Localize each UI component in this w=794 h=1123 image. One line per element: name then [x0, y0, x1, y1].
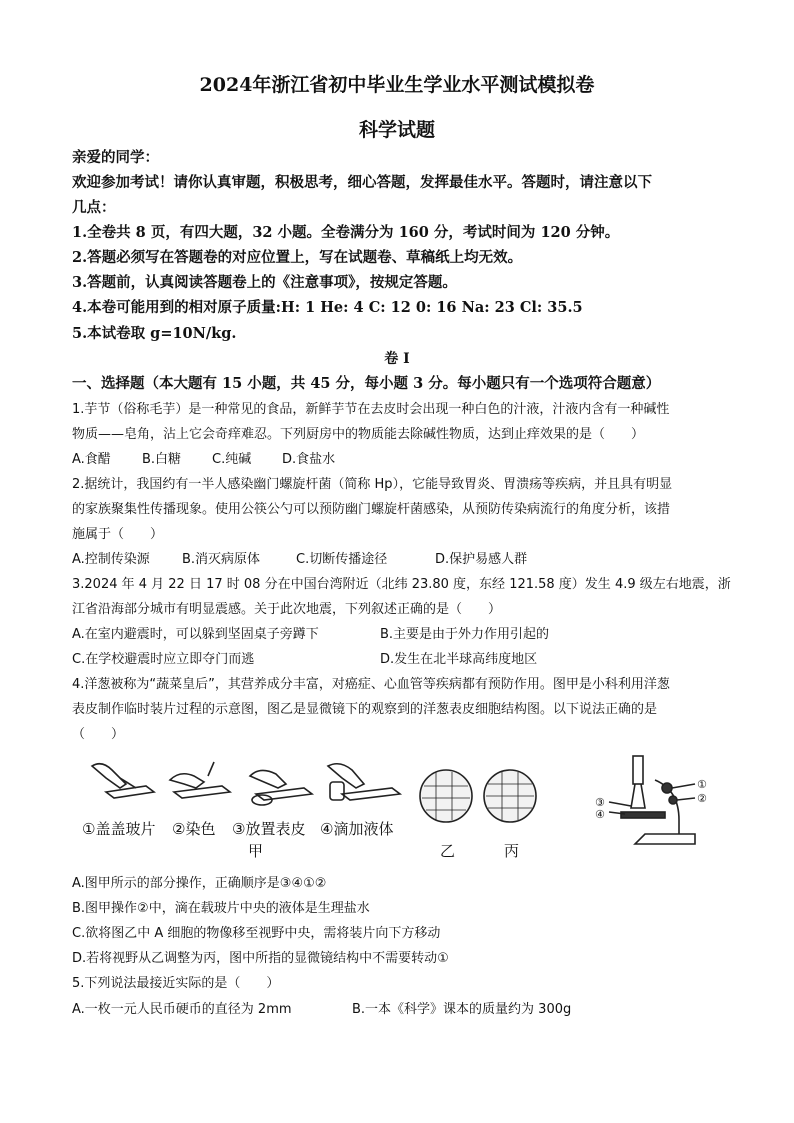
step-caption-1: ①盖盖玻片 [82, 820, 156, 838]
coarse-focus-knob [662, 783, 672, 793]
q2-option-b: B.消灭病原体 [182, 552, 261, 567]
microscope-views [418, 768, 538, 828]
note-3: 3.答题前，认真阅读答题卷上的《注意事项》，按规定答题。 [72, 274, 457, 291]
welcome-line-2: 几点： [72, 199, 116, 216]
slide-icon [256, 788, 312, 800]
q1-option-b: B.白糖 [142, 452, 182, 467]
step-caption-3: ③放置表皮 [232, 820, 306, 838]
slide-preparation-illustration [80, 756, 420, 816]
fine-focus-knob [669, 796, 677, 804]
q1-option-a: A.食醋 [72, 452, 111, 467]
q4-option-b: B.图甲操作②中，滴在载玻片中央的液体是生理盐水 [72, 901, 370, 916]
q5-option-b: B.一本《科学》课本的质量约为 300g [352, 1002, 572, 1017]
q2-line-3: 施属于（ ） [72, 527, 164, 542]
q4-figure [80, 756, 730, 864]
greeting: 亲爱的同学： [72, 149, 159, 166]
slide-icon [174, 786, 230, 798]
q5-line-1: 5.下列说法最接近实际的是（ ） [72, 976, 280, 991]
figure-label-yi: 乙 [440, 842, 456, 860]
note-5: 5.本试卷取 g=10N/kg. [72, 325, 237, 342]
q3-option-c: C.在学校避震时应立即夺门而逃 [72, 652, 255, 667]
section-heading: 一、选择题（本大题有 15 小题，共 45 分，每小题 3 分。每小题只有一个选项符合题意） [72, 375, 661, 392]
q2-option-c: C.切断传播途径 [296, 552, 388, 567]
q2-line-2: 的家族聚集性传播现象。使用公筷公勺可以预防幽门螺旋杆菌感染，从预防传染病流行的角度分析，该措 [72, 502, 671, 517]
step-caption-2: ②染色 [172, 820, 216, 838]
scope-label-1: ① [697, 778, 707, 791]
hand-icon [92, 764, 126, 788]
q1-line-2: 物质——皂角，沾上它会奇痒难忍。下列厨房中的物质能去除碱性物质，达到止痒效果的是（ ） [72, 427, 645, 442]
q2-line-1: 2.据统计，我国约有一半人感染幽门螺旋杆菌（简称 Hp），它能导致胃炎、胃溃疡等疾病，并且具有明显 [72, 477, 673, 492]
page-title: 2024年浙江省初中毕业生学业水平测试模拟卷 [199, 74, 595, 96]
scope-label-4: ④ [595, 808, 605, 821]
microscope-illustration [595, 750, 725, 858]
q3-line-2: 江省沿海部分城市有明显震感。关于此次地震，下列叙述正确的是（ ） [72, 602, 502, 617]
slide-icon [342, 788, 400, 800]
q2-option-a: A.控制传染源 [72, 552, 150, 567]
note-1: 1.全卷共 8 页，有四大题，32 小题。全卷满分为 160 分，考试时间为 120 分钟。 [72, 224, 620, 241]
q4-line-2: 表皮制作临时装片过程的示意图，图乙是显微镜下的观察到的洋葱表皮细胞结构图。以下说法正确的是 [72, 702, 658, 717]
q1-option-c: C.纯碱 [212, 452, 252, 467]
hand-icon [328, 764, 364, 788]
page-subtitle: 科学试题 [358, 119, 435, 141]
figure-label-bing: 丙 [504, 842, 520, 860]
scope-label-2: ② [697, 792, 707, 805]
q2-option-d: D.保护易感人群 [435, 552, 528, 567]
slide-icon [106, 786, 154, 798]
q4-option-c: C.欲将图乙中 A 细胞的物像移至视野中央，需将装片向下方移动 [72, 926, 441, 941]
q3-option-d: D.发生在北半球高纬度地区 [380, 652, 538, 667]
scope-label-3: ③ [595, 796, 605, 809]
note-4: 4.本卷可能用到的相对原子质量:H: 1 He: 4 C: 12 0: 16 Na: 23 Cl: 35.5 [72, 299, 583, 316]
view-yi-circle [420, 770, 472, 822]
hand-icon [170, 774, 204, 788]
hand-icon [250, 770, 286, 788]
q4-option-d: D.若将视野从乙调整为丙，图中所指的显微镜结构中不需要转动① [72, 951, 449, 966]
q4-line-3: （ ） [72, 727, 125, 742]
volume-label: 卷 I [384, 351, 410, 367]
q4-line-1: 4.洋葱被称为“蔬菜皇后”，其营养成分丰富，对癌症、心血管等疾病都有预防作用。图甲是小科利用洋葱 [72, 677, 670, 692]
welcome-line-1: 欢迎参加考试！请你认真审题，积极思考，细心答题，发挥最佳水平。答题时，请注意以下 [72, 174, 652, 191]
q5-option-a: A.一枚一元人民币硬币的直径为 2mm [72, 1002, 292, 1017]
dropper-bottle-icon [330, 782, 344, 800]
step-caption-4: ④滴加液体 [320, 820, 394, 838]
q1-line-1: 1.芋节（俗称毛芋）是一种常见的食品，新鲜芋节在去皮时会出现一种白色的汁液，汁液内含有一种碱性 [72, 402, 670, 417]
q4-option-a: A.图甲所示的部分操作，正确顺序是③④①② [72, 876, 327, 891]
figure-label-jia: 甲 [248, 842, 264, 860]
note-2: 2.答题必须写在答题卷的对应位置上，写在试题卷、草稿纸上均无效。 [72, 249, 523, 266]
eyepiece-icon [633, 756, 643, 784]
q3-line-1: 3.2024 年 4 月 22 日 17 时 08 分在中国台湾附近（北纬 23.80 度，东经 121.58 度）发生 4.9 级左右地震，浙 [72, 577, 731, 592]
q3-option-b: B.主要是由于外力作用引起的 [380, 627, 550, 642]
q1-option-d: D.食盐水 [282, 452, 336, 467]
q3-option-a: A.在室内避震时，可以躲到坚固桌子旁蹲下 [72, 627, 319, 642]
